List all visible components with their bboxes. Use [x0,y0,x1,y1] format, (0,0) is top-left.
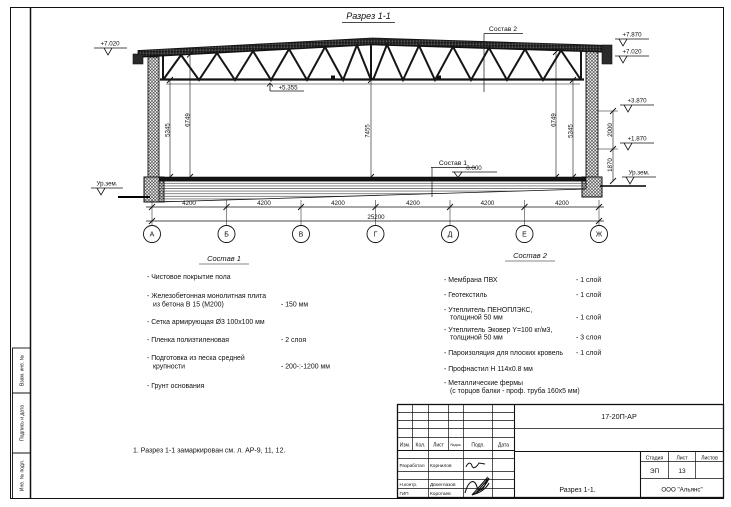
margin-label-vzam: Взам. инв. № [19,355,26,386]
building-section [118,38,646,202]
row-role-nkontr: Н.контр. [399,482,418,487]
list-item: крупности [153,363,186,371]
section-title-text: Разрез 1-1 [346,11,391,21]
elevation-marks [91,32,656,196]
margin-label-podpis: Подпись и дата [19,405,26,441]
list-item: - Подготовка из песка средней [147,355,245,362]
horizontal-dimensions [146,200,604,225]
svg-text:Ур.зем.: Ур.зем. [628,169,650,177]
row-role-razrabotal: Разработал [399,463,425,468]
floor-slab [159,177,586,181]
elev-right-ground [622,170,656,185]
axis-label-v: В [298,231,304,239]
signature-squiggle-2 [465,478,489,495]
dim-6749-right: 6749 [550,113,558,127]
elev-right-mid2 [620,136,654,151]
col-header-kol: Кол. [415,442,426,449]
row-name-korotaev: Коротаев [430,492,451,497]
titleblock-drawing-title: Разрез 1-1. [559,487,596,494]
svg-text:0.000: 0.000 [466,165,482,172]
callout-sostav1-label: Состав 1 [438,160,468,167]
margin-label-inv: Инв. № подл. [19,459,26,492]
list-item: - Металлические фермы [444,380,523,387]
signature-squiggle-1 [466,463,485,468]
svg-text:+7.020: +7.020 [622,48,642,56]
sheets-label: Листов [701,455,718,462]
svg-text:+7.870: +7.870 [622,31,642,39]
list-item: толщиной 50 мм [450,314,503,322]
col-header-ndok: №док. [450,443,462,447]
dim-2000-right: 2000 [607,123,614,137]
list-item: (с торцов балки - проф. труба 160х5 мм) [450,388,580,395]
right-eave-fascia [602,45,612,64]
note-text: 1. Разрез 1-1 замаркирован см. л. АР-9, 11, 12. [133,447,286,455]
col-header-list: Лист [433,442,444,449]
list-item: - Пароизоляция для плоских кровель [444,350,563,357]
list-item-value: - 200-:-1200 мм [281,363,330,371]
dim-total: 25200 [367,214,385,221]
elev-right-parapet [615,32,649,47]
dim-bay-6: 4200 [555,200,569,207]
list-item: - Железобетонная монолитная плита [147,293,267,300]
sostav1-list [147,254,330,390]
svg-text:+1.870: +1.870 [627,135,647,143]
list-item: из бетона В 15 (М200) [153,301,224,309]
page-frame [11,8,724,499]
list-item: толщиной 50 мм [450,334,503,342]
list-item-value: - 150 мм [281,301,309,309]
sostav2-title: Состав 2 [513,251,547,260]
dim-bay-1: 4200 [182,200,196,207]
right-wall [586,51,598,177]
list-item-value: - 1 слой [576,350,602,357]
list-item-value: - 1 слой [576,314,602,322]
svg-text:+5.355: +5.355 [278,84,298,92]
list-item: - Утеплитель Эковер Y=100 кг/м3, [444,327,553,334]
margin-stamp-boxes [13,348,31,499]
elev-left-ground [91,181,123,196]
list-item-value: - 2 слоя [281,337,307,344]
title-block [398,405,724,498]
row-role-gip: ГИП [399,491,409,496]
elev-right-mid1 [620,98,654,113]
sostav1-title: Состав 1 [207,254,241,263]
list-item: - Сетка армирующая Ø3 100х100 мм [147,319,265,326]
dim-bay-5: 4200 [480,200,495,207]
axis-label-a: А [149,231,155,239]
doc-number: 17-20П-АР [601,412,637,421]
company-name: ООО "Альянс" [661,486,703,494]
dim-bay-4: 4200 [406,200,420,207]
elev-right-eave [615,49,649,64]
dim-bay-2: 4200 [257,200,271,207]
list-item-value: - 1 слой [576,277,602,284]
sand-bed [159,181,586,202]
axis-bubbles [144,226,608,243]
list-item: - Пленка полиэтиленовая [147,337,230,344]
list-item: - Утеплитель ПЕНОПЛЭКС, [444,307,533,314]
axis-label-b: Б [224,231,229,239]
roof-band [138,38,610,57]
section-title [342,11,395,23]
stage-value: ЭП [649,468,660,475]
dim-bay-3: 4200 [331,200,345,207]
sheet-value: 13 [678,468,686,475]
list-item: - Геотекстиль [444,292,488,299]
col-header-podp: Подп. [471,442,485,449]
axis-label-d: Д [447,231,453,239]
list-item-value: - 1 слой [576,292,602,299]
dim-5345-left: 5345 [164,123,172,137]
elev-truss-bottom [267,83,304,92]
left-eave-fascia [133,54,143,64]
svg-text:+3.870: +3.870 [627,97,647,105]
svg-text:+7.020: +7.020 [100,40,120,48]
row-name-kornilov: Корнилов [430,464,452,469]
list-item: - Мембрана ПВХ [444,277,498,284]
axis-label-g: Г [373,231,378,239]
list-item-value: - 3 слоя [576,334,602,342]
axis-label-zh: Ж [595,231,603,239]
row-name-dvoeglazov: Двоеглазов [430,483,456,488]
list-item: - Профнастил Н 114х0.8 мм [444,366,533,373]
sostav2-list [444,251,601,395]
dim-6749-left: 6749 [184,113,192,127]
list-item: - Грунт основания [147,383,205,390]
sheet-label: Лист [676,455,688,462]
callout-sostav2-label: Состав 2 [488,26,518,33]
left-wall [148,57,159,177]
dim-7455-center: 7455 [364,124,372,138]
dim-5345-right: 5345 [567,124,575,138]
axis-label-e: Е [522,231,527,239]
elev-left-top [94,41,127,56]
stage-label: Стадия [645,455,664,462]
col-header-izm: Изм. [399,442,411,449]
dim-1870-right: 1870 [607,158,614,172]
svg-text:Ур.зем.: Ур.зем. [96,180,118,188]
col-header-data: Дата [497,442,510,449]
list-item: - Чистовое покрытие пола [147,274,231,281]
